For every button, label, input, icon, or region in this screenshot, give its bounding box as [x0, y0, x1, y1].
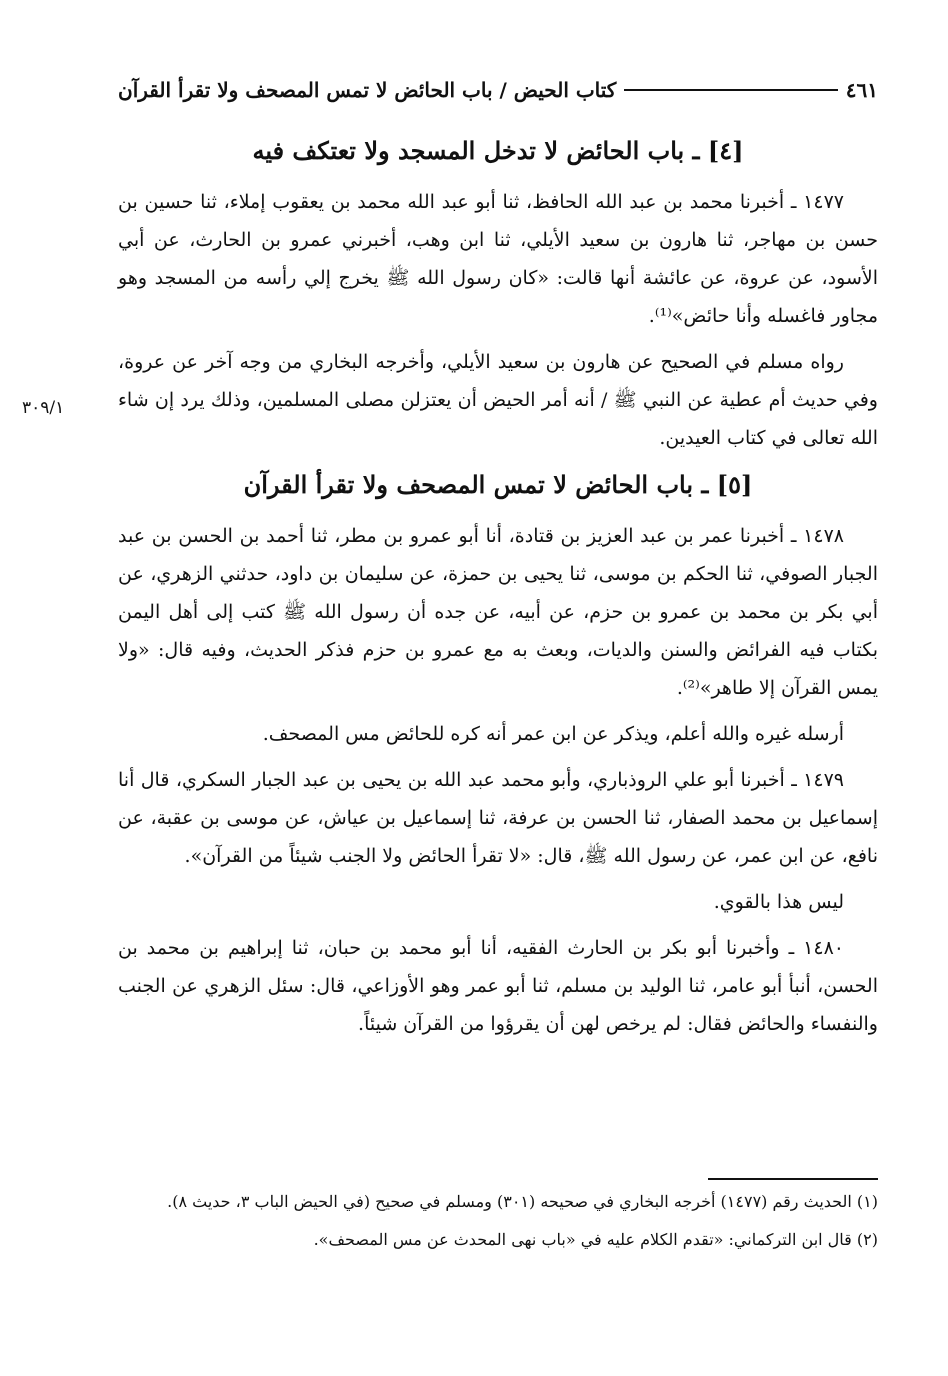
hadith-paragraph: ١٤٨٠ ـ وأخبرنا أبو بكر بن الحارث الفقيه، أنا أبو محمد بن حبان، ثنا إبراهيم بن محمد بن الحسن، أنبأ أبو عامر، ثنا الوليد بن مسلم، ثنا أبو عمر وهو الأوزاعي، قال: سئل الزهري عن الجنب والنفساء والحائض فقال: لم يرخص لهن أن يقرؤوا من القرآن شيئاً.	[118, 937, 878, 1035]
commentary-paragraph: رواه مسلم في الصحيح عن هارون بن سعيد الأيلي، وأخرجه البخاري من وجه آخر عن عروة، وفي حديث أم عطية عن النبي ﷺ / أنه أمر الحيض أن يعتزلن مصلى المسلمين، وذلك يرد إن شاء الله تعالى في كتاب العيدين.	[118, 351, 878, 449]
footnotes	[118, 1180, 878, 1256]
commentary-paragraph: ليس هذا بالقوي.	[713, 891, 844, 913]
page-header	[118, 70, 878, 110]
commentary-paragraph: أرسله غيره والله أعلم، ويذكر عن ابن عمر أنه كره للحائض مس المصحف.	[262, 723, 844, 745]
hadith-paragraph: ١٤٧٧ ـ أخبرنا محمد بن عبد الله الحافظ، ثنا أبو عبد الله محمد بن يعقوب إملاء، ثنا حسين بن حسن بن مهاجر، ثنا هارون بن سعيد الأيلي، ثنا ابن وهب، أخبرني عمرو بن الحارث، عن أبي الأسود، عن عروة، عن عائشة أنها قالت: «كان رسول الله ﷺ يخرج إلي رأسه من المسجد وهو مجاور فاغسله وأنا حائض»⁽¹⁾.	[118, 191, 878, 327]
header-rule	[624, 89, 837, 91]
section-heading: [٥] ـ باب الحائض لا تمس المصحف ولا تقرأ القرآن	[243, 470, 753, 499]
hadith-paragraph: ١٤٧٨ ـ أخبرنا عمر بن عبد العزيز بن قتادة، أنا أبو عمرو بن مطر، ثنا أحمد بن الحسن بن عبد الجبار الصوفي، ثنا الحكم بن موسى، ثنا يحيى بن حمزة، عن سليمان بن داود، حدثني الزهري، عن أبي بكر بن محمد بن عمرو بن حزم، عن أبيه، عن جده أن رسول الله ﷺ كتب إلى أهل اليمن بكتاب فيه الفرائض والسنن والديات، وبعث به مع عمرو بن حزم فذكر الحديث، وفيه قال: «ولا يمس القرآن إلا طاهر»⁽²⁾.	[118, 525, 878, 699]
footnote: (٢) قال ابن التركماني: «تقدم الكلام عليه في «باب نهى المحدث عن مس المصحف».	[313, 1230, 878, 1249]
main-text	[118, 125, 878, 1051]
section-heading: [٤] ـ باب الحائض لا تدخل المسجد ولا تعتكف فيه	[252, 136, 744, 165]
footnote: (١) الحديث رقم (١٤٧٧) أخرجه البخاري في صحيحه (٣٠١) ومسلم في صحيح (في الحيض الباب ٣، حديث ٨).	[167, 1192, 878, 1211]
hadith-paragraph: ١٤٧٩ ـ أخبرنا أبو علي الروذباري، وأبو محمد عبد الله بن يحيى بن عبد الجبار السكري، قال أنا إسماعيل بن محمد الصفار، ثنا الحسن بن عرفة، ثنا إسماعيل بن عياش، عن موسى بن عقبة، عن نافع، عن ابن عمر، عن رسول الله ﷺ، قال: «لا تقرأ الحائض ولا الجنب شيئاً من القرآن».	[118, 769, 878, 867]
running-title: كتاب الحيض / باب الحائض لا تمس المصحف ولا تقرأ القرآن	[118, 78, 617, 102]
page-number: ٤٦١	[845, 78, 878, 102]
margin-reference: ٣٠٩/١	[22, 398, 65, 418]
